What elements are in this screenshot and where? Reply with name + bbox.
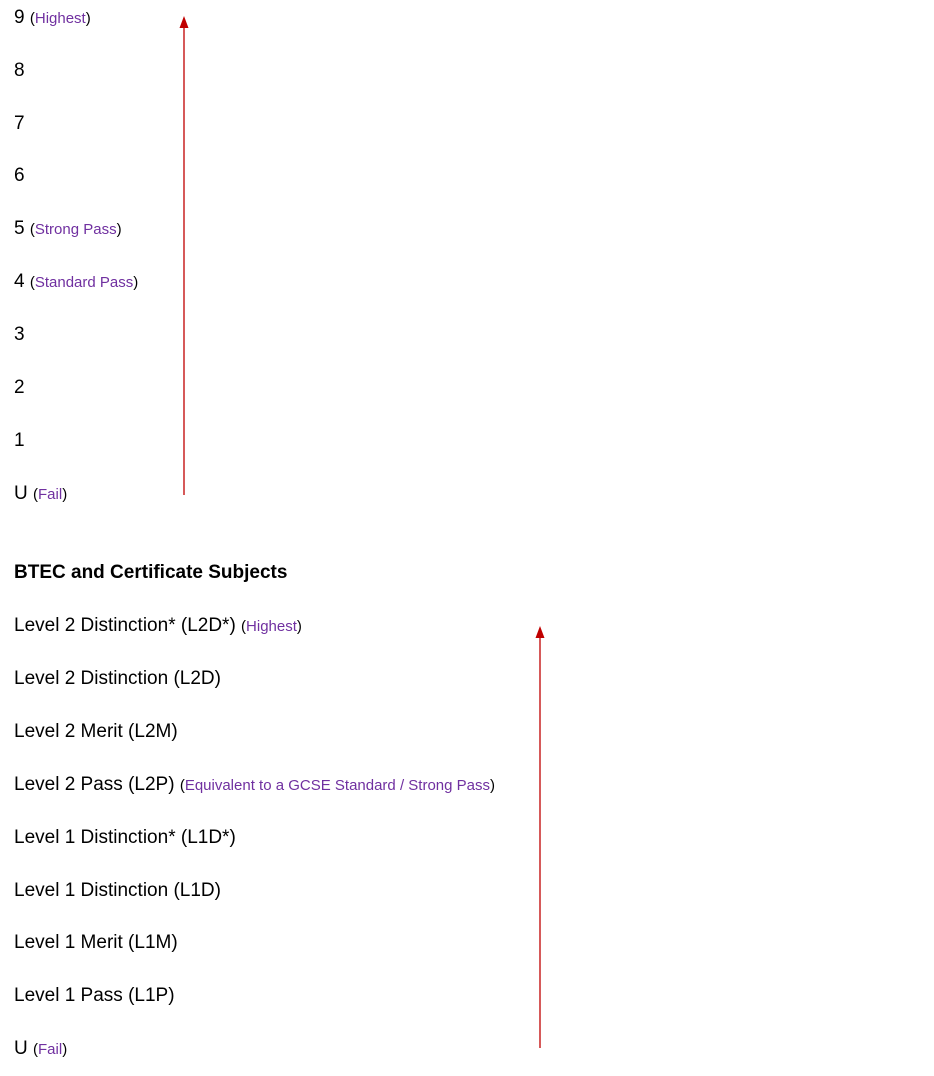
btec-grade-row bbox=[14, 879, 221, 903]
gcse-grade-row bbox=[14, 376, 25, 400]
grade-label: 5 bbox=[14, 218, 25, 239]
grade-label: Level 1 Pass (L1P) bbox=[14, 985, 175, 1006]
grade-label: U bbox=[14, 1038, 28, 1059]
grade-label: 8 bbox=[14, 60, 25, 81]
gcse-grade-row bbox=[14, 6, 91, 31]
grade-label: Level 1 Distinction* (L1D*) bbox=[14, 827, 236, 848]
btec-grade-row bbox=[14, 931, 178, 955]
up-arrow-icon bbox=[176, 14, 192, 498]
gcse-grade-row bbox=[14, 164, 25, 188]
gcse-grade-row bbox=[14, 112, 25, 136]
gcse-grade-row bbox=[14, 270, 138, 295]
gcse-grade-row bbox=[14, 323, 25, 347]
grade-label: 9 bbox=[14, 7, 25, 28]
grade-label: 7 bbox=[14, 113, 25, 134]
grade-label: 1 bbox=[14, 430, 25, 451]
gcse-grade-row bbox=[14, 429, 25, 453]
grade-note: (Highest) bbox=[29, 10, 91, 27]
btec-grade-row bbox=[14, 826, 236, 850]
grade-label: Level 2 Distinction (L2D) bbox=[14, 668, 221, 689]
btec-grade-row bbox=[14, 1037, 67, 1062]
grade-label: 4 bbox=[14, 271, 25, 292]
grade-note: (Standard Pass) bbox=[29, 274, 139, 291]
btec-grade-row bbox=[14, 667, 221, 691]
grade-label: Level 1 Distinction (L1D) bbox=[14, 880, 221, 901]
btec-grade-row bbox=[14, 984, 175, 1008]
gcse-grade-row bbox=[14, 482, 67, 507]
grade-label: Level 2 Pass (L2P) bbox=[14, 774, 175, 795]
btec-grade-row bbox=[14, 614, 302, 639]
grade-label: Level 2 Merit (L2M) bbox=[14, 721, 178, 742]
section-heading: BTEC and Certificate Subjects bbox=[14, 562, 288, 583]
btec-grade-row bbox=[14, 773, 495, 798]
grade-label: 2 bbox=[14, 377, 25, 398]
grade-note: (Strong Pass) bbox=[29, 221, 122, 238]
grade-note: (Fail) bbox=[33, 1041, 68, 1058]
gcse-grade-row bbox=[14, 217, 122, 242]
grade-label: 3 bbox=[14, 324, 25, 345]
grade-label: Level 1 Merit (L1M) bbox=[14, 932, 178, 953]
gcse-grade-row bbox=[14, 59, 25, 83]
btec-grade-row bbox=[14, 720, 178, 744]
grade-label: 6 bbox=[14, 165, 25, 186]
grade-label: U bbox=[14, 483, 28, 504]
grade-note: (Equivalent to a GCSE Standard / Strong Pass) bbox=[179, 777, 495, 794]
grade-label: Level 2 Distinction* (L2D*) bbox=[14, 615, 236, 636]
up-arrow-icon bbox=[532, 624, 548, 1050]
grade-note: (Fail) bbox=[33, 486, 68, 503]
grade-note: (Highest) bbox=[241, 618, 302, 635]
